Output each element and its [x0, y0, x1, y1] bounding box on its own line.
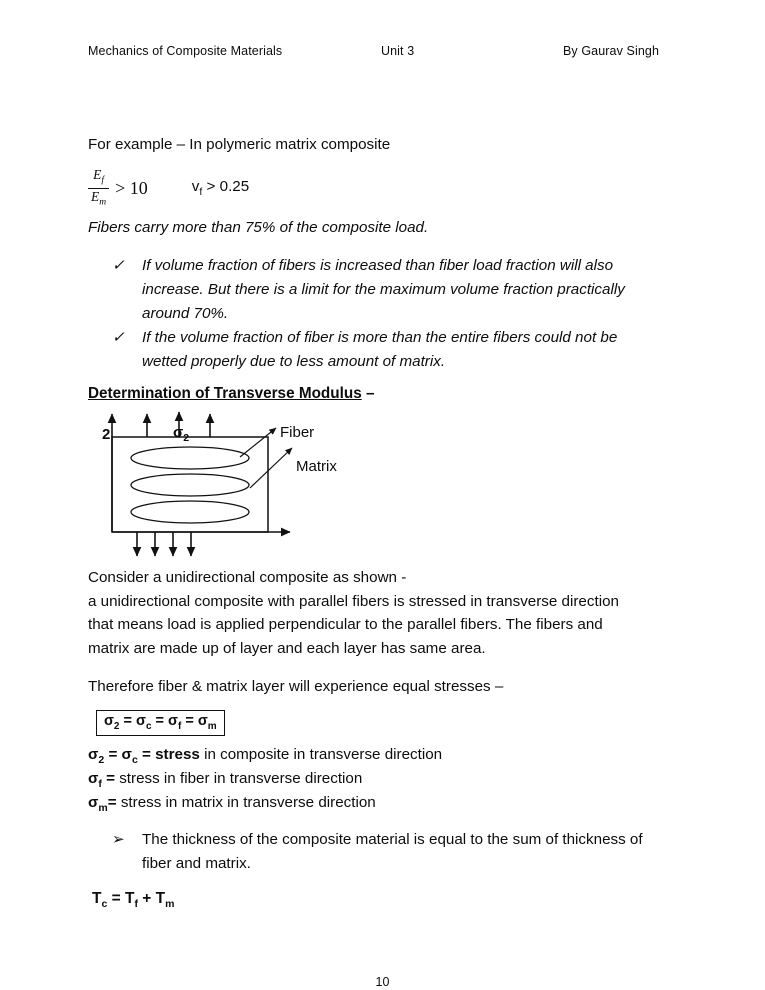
fiber-ellipse — [131, 447, 249, 469]
stress-equality-box — [96, 710, 225, 736]
check-bullet-1 — [112, 254, 625, 326]
definition-matrix-text: stress in matrix in transverse direction — [116, 794, 376, 811]
sigma-f-term: $\sigma_f$ — [168, 713, 182, 732]
definition-fiber-text: stress in fiber in transverse direction — [114, 770, 363, 787]
equals-sign: = — [123, 713, 137, 729]
modulus-fraction — [88, 168, 109, 208]
matrix-leader-line — [250, 448, 292, 488]
matrix-label: Matrix — [296, 458, 337, 475]
body-line-1: Consider a unidirectional composite as shown - — [88, 569, 407, 586]
section-heading-suffix: – — [361, 385, 375, 402]
equals-sign: = — [155, 713, 169, 729]
fiber-load-statement: Fibers carry more than 75% of the composite load. — [88, 219, 429, 236]
fraction-denominator: $E_m$ — [88, 188, 109, 209]
ratio-operator: > 10 — [115, 177, 148, 198]
thickness-bullet — [112, 828, 643, 876]
sigma-2-label: $\sigma_2$ — [173, 424, 190, 444]
transverse-modulus-diagram — [90, 410, 380, 560]
definition-matrix-symbol: $\sigma_m=$ — [88, 794, 117, 815]
arrow-bullet-icon: ➢ — [112, 831, 125, 848]
body-line-4: matrix are made up of layer and each layer has same area. — [88, 640, 486, 657]
check-bullet-2 — [112, 326, 617, 374]
fiber-ellipse — [131, 474, 249, 496]
check-icon: ✓ — [112, 329, 125, 346]
fraction-numerator: $E_f$ — [93, 167, 104, 186]
modulus-ratio-equation — [88, 168, 249, 208]
check-bullet-1-line-1: If volume fraction of fibers is increased than fiber load fraction will also — [142, 257, 614, 274]
definition-matrix — [88, 794, 376, 814]
definition-fiber-symbol: $\sigma_f$ = — [88, 770, 115, 791]
definition-composite — [88, 746, 442, 766]
header-author: By Gaurav Singh — [563, 44, 659, 58]
sigma-c-term: $\sigma_c$ — [136, 713, 152, 732]
fiber-label: Fiber — [280, 424, 315, 441]
thickness-bullet-line-1: The thickness of the composite material is equal to the sum of thickness of — [142, 831, 643, 848]
body-line-2: a unidirectional composite with parallel fibers is stressed in transverse direction — [88, 593, 619, 610]
thickness-bullet-line-2: fiber and matrix. — [142, 855, 251, 872]
equals-sign: = — [185, 713, 198, 729]
thickness-equation: $T_c = T_f + T_m$ — [92, 890, 175, 911]
fiber-leader-line — [240, 428, 276, 457]
definition-composite-text: in composite in transverse direction — [199, 746, 443, 763]
axis-2-label: 2 — [102, 426, 111, 443]
therefore-line: Therefore fiber & matrix layer will experience equal stresses – — [88, 678, 504, 695]
check-bullet-1-line-2: increase. But there is a limit for the maximum volume fraction practically — [142, 281, 625, 298]
body-line-3: that means load is applied perpendicular to the parallel fibers. The fibers and — [88, 616, 603, 633]
sigma-m-term: $\sigma_m$ — [197, 713, 217, 732]
check-bullet-2-line-2: wetted properly due to less amount of matrix. — [142, 353, 446, 370]
check-icon: ✓ — [112, 257, 125, 274]
fiber-ellipse — [131, 501, 249, 523]
volume-fraction-condition: $v_f > 0.25$ — [191, 178, 250, 199]
sigma-2-term: $\sigma_2$ — [104, 713, 120, 732]
check-bullet-1-line-3: around 70%. — [142, 305, 229, 322]
page-number: 10 — [375, 975, 390, 989]
check-bullet-2-line-1: If the volume fraction of fiber is more than the entire fibers could not be — [142, 329, 618, 346]
section-heading — [88, 385, 374, 403]
header-left-title: Mechanics of Composite Materials — [88, 44, 283, 58]
composite-rectangle — [112, 437, 268, 532]
header-unit-label: Unit 3 — [381, 44, 415, 58]
section-heading-text: Determination of Transverse Modulus — [88, 385, 362, 402]
intro-line: For example – In polymeric matrix composite — [88, 136, 391, 153]
composite-schematic-svg — [90, 410, 380, 560]
definition-composite-symbol: $\sigma_2 = \sigma_c$ = stress — [88, 746, 200, 767]
definition-fiber — [88, 770, 362, 790]
